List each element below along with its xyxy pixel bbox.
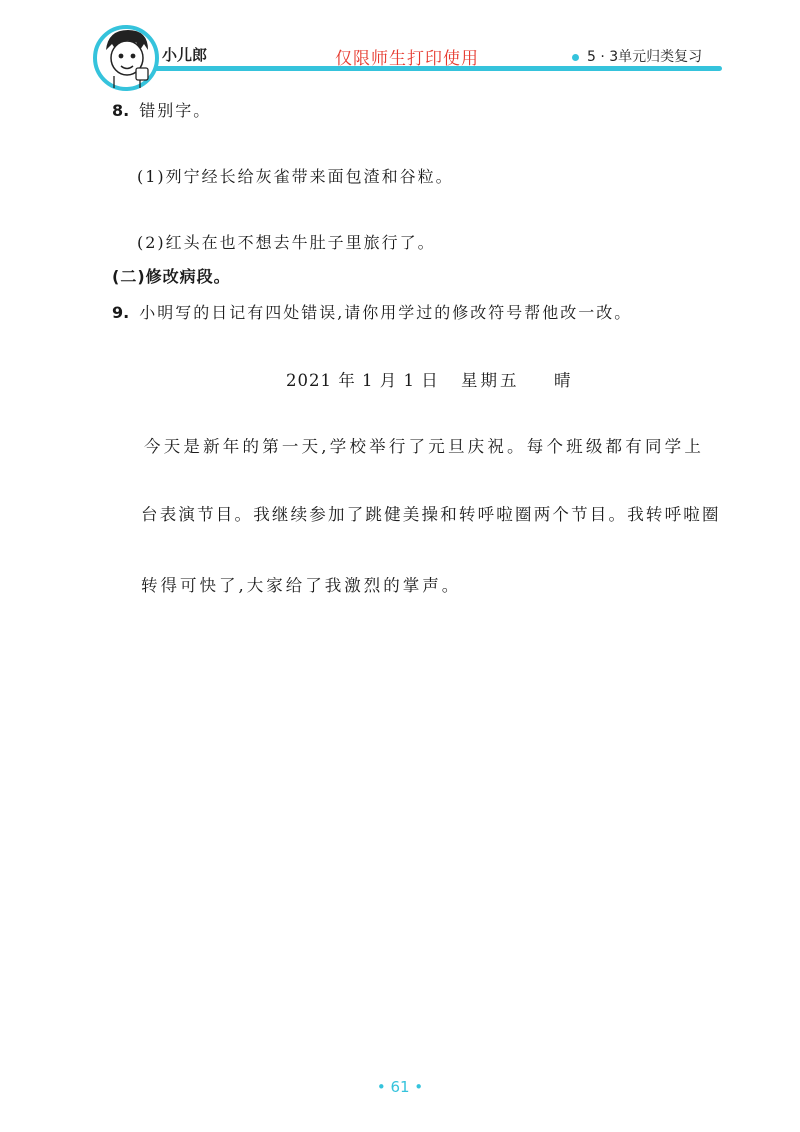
print-notice: 仅限师生打印使用 (335, 49, 479, 69)
question-8-item-1: (1)列宁经长给灰雀带来面包渣和谷粒。 (137, 167, 454, 186)
bullet-dot-icon (572, 54, 579, 61)
brand-name: 小儿郎 (162, 46, 208, 64)
section-2-title: (二)修改病段。 (112, 267, 231, 286)
question-8-title (112, 98, 211, 121)
unit-section-label: 5 · 3单元归类复习 (587, 49, 703, 65)
question-text: 小明写的日记有四处错误,请你用学过的修改符号帮他改一改。 (139, 303, 633, 322)
question-8-item-2: (2)红头在也不想去牛肚子里旅行了。 (137, 233, 436, 252)
page-header (0, 0, 800, 100)
diary-weather: 晴 (554, 371, 574, 390)
diary-weekday: 星期五 (461, 371, 520, 390)
diary-line-2: 台表演节目。我继续参加了跳健美操和转呼啦圈两个节目。我转呼啦圈 (141, 505, 721, 524)
page-number: • 61 • (376, 1078, 424, 1096)
diary-line-3: 转得可快了,大家给了我激烈的掌声。 (141, 576, 462, 595)
unit-section-tag (572, 46, 702, 66)
question-number: 8. (112, 101, 130, 120)
diary-line-1: 今天是新年的第一天,学校举行了元旦庆祝。每个班级都有同学上 (144, 437, 705, 456)
question-text: 错别字。 (139, 101, 212, 120)
diary-date: 2021 年 1 月 1 日 (286, 371, 439, 390)
question-9-title (112, 300, 632, 323)
question-number: 9. (112, 303, 130, 322)
boy-mascot-icon (92, 20, 162, 92)
